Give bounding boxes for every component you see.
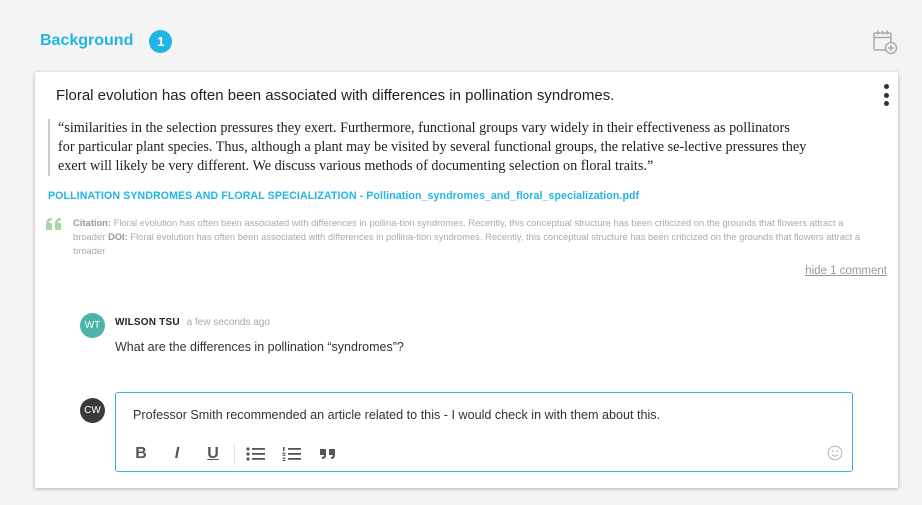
section-header	[40, 29, 172, 53]
quote-icon	[46, 218, 62, 230]
comment-body: What are the differences in pollination “syndromes”?	[115, 340, 404, 354]
count-badge: 1	[149, 30, 172, 53]
bulleted-list-icon	[246, 446, 266, 462]
citation-label: Citation:	[73, 217, 112, 228]
bold-button[interactable]: B	[135, 445, 147, 462]
calendar-add-icon[interactable]	[872, 29, 898, 55]
more-vertical-icon[interactable]	[882, 84, 890, 106]
bulleted-list-button[interactable]	[243, 443, 269, 465]
blockquote-icon	[320, 448, 336, 460]
comment-author: WILSON TSU	[115, 317, 180, 328]
numbered-list-icon	[282, 446, 302, 462]
comment-meta	[115, 317, 270, 328]
italic-button[interactable]: I	[174, 445, 180, 462]
section-title: Background	[40, 32, 134, 49]
doi-label: DOI:	[107, 231, 128, 242]
current-user-avatar: CW	[80, 398, 105, 423]
card-title: Floral evolution has often been associated with differences in pollination syndromes.	[56, 87, 615, 104]
citation-block	[46, 216, 876, 258]
toolbar-divider	[234, 443, 235, 465]
avatar: WT	[80, 313, 105, 338]
source-document-link[interactable]: POLLINATION SYNDROMES AND FLORAL SPECIALIZATION - Pollination_syndromes_and_floral_specialization.pdf	[48, 190, 640, 202]
quote-text: “similarities in the selection pressures they exert. Furthermore, functional groups vary widely in their effectiveness as pollinators for particular plant species. Thus, although a plant may be visited by several functional groups, the relative se-lective pressures they exert will likely be very different. We discuss various methods of documenting selection on floral traits.”	[48, 119, 808, 176]
numbered-list-button[interactable]	[279, 443, 305, 465]
reply-editor[interactable]	[115, 392, 853, 472]
hide-comments-link[interactable]: hide 1 comment	[805, 265, 887, 277]
blockquote-button[interactable]	[315, 443, 341, 465]
underline-button[interactable]: U	[207, 445, 219, 462]
citation-text: Floral evolution has often been associated with differences in pollina-tion syndromes. Recently, this conceptual structure has been criticized on the grounds that flowers attract a broader	[73, 217, 844, 242]
formatting-toolbar	[128, 443, 351, 465]
emoji-icon[interactable]	[827, 445, 843, 461]
doi-text: Floral evolution has often been associated with differences in pollina-tion syndromes. Recently, this conceptual structure has been criticized on the grounds that flowers attract a broader	[73, 231, 861, 256]
reply-input[interactable]: Professor Smith recommended an article related to this - I would check in with them about this.	[133, 408, 661, 422]
comment-timestamp: a few seconds ago	[186, 317, 270, 328]
annotation-card	[35, 72, 898, 488]
